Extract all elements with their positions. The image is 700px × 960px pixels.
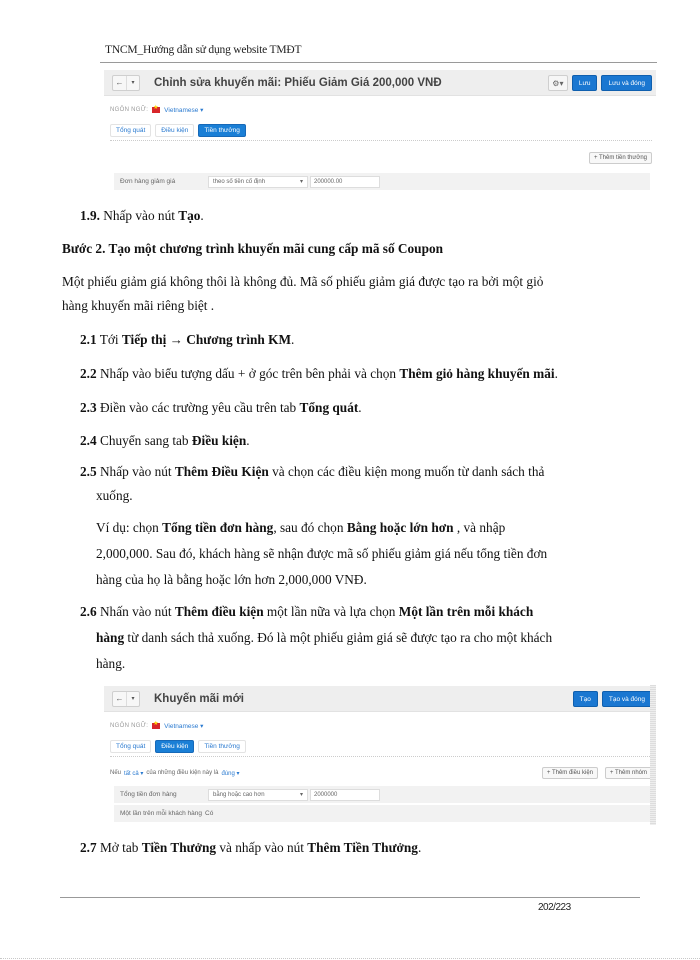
step-text: Tới xyxy=(96,332,122,347)
step-text: một lần nữa và lựa chọn xyxy=(263,604,399,619)
step-text: Mở tab xyxy=(96,840,142,855)
language-selector[interactable]: Vietnamese ▾ xyxy=(164,107,204,114)
language-label: NGÔN NGỮ: xyxy=(110,723,149,729)
chevron-down-icon: ▾ xyxy=(299,792,303,798)
step-bold: Một lần trên mỗi khách xyxy=(398,604,534,619)
tab-bonus[interactable]: Tiền thưởng xyxy=(198,740,245,753)
step-number: 2.2 xyxy=(80,366,97,381)
step-end: . xyxy=(246,433,250,448)
example-line-1 xyxy=(96,518,505,537)
step-end: . xyxy=(358,400,362,415)
chevron-down-icon[interactable]: ▾ xyxy=(131,80,135,86)
condition-label: Một lần trên mỗi khách hàng xyxy=(120,810,203,817)
toolbar-actions xyxy=(548,75,652,91)
bonus-row xyxy=(114,173,650,190)
step-bold: Tạo xyxy=(178,208,201,223)
step-end: . xyxy=(291,332,295,347)
step-bold: Thêm Điều Kiện xyxy=(174,464,269,479)
save-close-button[interactable]: Lưu và đóng xyxy=(601,75,652,91)
step-text: Chuyển sang tab xyxy=(96,433,192,448)
tabs xyxy=(104,730,656,753)
add-bonus-button[interactable]: + Thêm tiền thưởng xyxy=(589,152,652,164)
step-text: và nhấp vào nút xyxy=(216,840,308,855)
header-divider xyxy=(100,62,657,63)
page-header: TNCM_Hướng dẫn sử dụng website TMĐT xyxy=(105,44,302,56)
back-arrow-icon[interactable]: ← xyxy=(113,692,127,706)
step-bold: Tổng quát xyxy=(299,400,359,415)
toolbar-actions xyxy=(573,691,652,707)
step-1-9 xyxy=(80,206,204,225)
titlebar xyxy=(104,686,656,712)
step-text: Nhấp vào nút xyxy=(99,208,179,223)
step-text: và chọn các điều kiện mong muốn từ danh sách thả xyxy=(268,464,545,479)
tab-general[interactable]: Tổng quát xyxy=(110,740,151,753)
example-line-2: 2,000,000. Sau đó, khách hàng sẽ nhận được mã số phiếu giảm giá nếu tổng tiền đơn xyxy=(96,546,548,561)
step-text: Nhấp vào biểu tượng dấu + ở góc trên bên phải và chọn xyxy=(96,366,400,381)
page-number: 202/223 xyxy=(538,902,571,913)
screenshot-edit-promotion xyxy=(104,70,656,193)
screenshot-new-promotion xyxy=(104,686,656,824)
discount-type-select[interactable] xyxy=(208,176,308,188)
step-text: Nhấp vào nút xyxy=(96,464,175,479)
tab-divider xyxy=(110,756,652,757)
step-2-5 xyxy=(80,462,544,481)
amount-input[interactable]: 2000000 xyxy=(310,789,380,801)
example-bold: Bằng hoặc lớn hơn xyxy=(346,520,454,535)
amount-input[interactable]: 200000.00 xyxy=(310,176,380,188)
select-value: bằng hoặc cao hơn xyxy=(213,791,265,798)
all-any-selector[interactable]: tất cả ▾ xyxy=(124,771,144,777)
step-number: 2.4 xyxy=(80,433,97,448)
rule-text: của những điều kiện này là xyxy=(146,770,219,776)
step-number: 2.5 xyxy=(80,464,97,479)
select-value: theo số tiền cố định xyxy=(213,178,266,185)
step-bold: Thêm giỏ hàng khuyến mãi xyxy=(399,366,555,381)
back-arrow-icon[interactable]: ← xyxy=(113,76,127,90)
step-number: 2.6 xyxy=(80,604,97,619)
create-close-button[interactable]: Tạo và đóng xyxy=(602,691,652,707)
step-text: từ danh sách thả xuống. Đó là một phiếu giảm giá sẽ được tạo ra cho một khách xyxy=(124,630,553,645)
chevron-down-icon[interactable]: ▾ xyxy=(131,696,135,702)
step-end: . xyxy=(554,366,558,381)
vietnam-flag-icon xyxy=(152,107,160,113)
tab-conditions[interactable]: Điều kiện xyxy=(155,740,194,753)
nav-group xyxy=(112,75,140,91)
step-bold: Tiền Thưởng xyxy=(141,840,217,855)
step-end: . xyxy=(417,840,422,855)
tab-general[interactable]: Tổng quát xyxy=(110,124,151,137)
example-text: , sau đó chọn xyxy=(273,520,347,535)
step-2-2 xyxy=(80,364,558,383)
rule-text: Nếu xyxy=(110,770,122,776)
example-line-3: hàng của họ là bằng hoặc lớn hơn 2,000,000 VNĐ. xyxy=(96,572,367,587)
step-2-6-line2 xyxy=(96,628,552,647)
language-selector[interactable]: Vietnamese ▾ xyxy=(164,723,204,730)
add-condition-button[interactable]: + Thêm điều kiện xyxy=(542,767,598,779)
language-row xyxy=(104,96,656,114)
vietnam-flag-icon xyxy=(152,723,160,729)
step-bold: Điều kiện xyxy=(191,433,247,448)
step-2-heading: Bước 2. Tạo một chương trình khuyến mãi cung cấp mã số Coupon xyxy=(62,241,444,256)
example-text: Ví dụ: chọn xyxy=(96,520,163,535)
step-bold: Thêm Tiền Thưởng xyxy=(307,840,418,855)
gear-icon[interactable]: ⚙▾ xyxy=(548,75,568,91)
condition-value: Có xyxy=(205,810,214,817)
language-row xyxy=(104,712,656,730)
page-break xyxy=(0,958,700,959)
example-bold: Tổng tiền đơn hàng xyxy=(162,520,274,535)
intro-line-1: Một phiếu giảm giá không thôi là không đủ. Mã số phiếu giảm giá được tạo ra bởi một giỏ xyxy=(62,274,544,289)
true-false-selector[interactable]: đúng ▾ xyxy=(221,771,240,777)
operator-select[interactable] xyxy=(208,789,308,801)
step-2-5-line2: xuống. xyxy=(96,488,133,503)
tab-divider xyxy=(110,140,652,141)
step-bold: Tiếp thị → Chương trình KM xyxy=(121,332,292,347)
step-2-4 xyxy=(80,431,250,450)
step-2-1 xyxy=(80,330,294,349)
step-2-3 xyxy=(80,398,362,417)
step-bold: Thêm điều kiện xyxy=(174,604,264,619)
save-button[interactable]: Lưu xyxy=(572,75,598,91)
bonus-label: Đơn hàng giảm giá xyxy=(120,178,176,185)
language-label: NGÔN NGỮ: xyxy=(110,107,149,113)
create-button[interactable]: Tạo xyxy=(573,691,598,707)
step-2-6 xyxy=(80,602,533,621)
step-text: Điền vào các trường yêu cầu trên tab xyxy=(96,400,300,415)
condition-label: Tổng tiền đơn hàng xyxy=(120,791,177,798)
condition-row-once-per-customer xyxy=(114,805,650,822)
scrollbar[interactable] xyxy=(650,685,656,825)
step-number: 2.7 xyxy=(80,840,97,855)
nav-group xyxy=(112,691,140,707)
titlebar xyxy=(104,70,656,96)
tab-bonus[interactable]: Tiền thưởng xyxy=(198,124,245,137)
step-2-7 xyxy=(80,838,421,857)
step-number: 2.1 xyxy=(80,332,97,347)
page-title: Chỉnh sửa khuyến mãi: Phiếu Giảm Giá 200,000 VNĐ xyxy=(154,76,442,89)
step-text: Nhấn vào nút xyxy=(96,604,175,619)
tabs xyxy=(104,114,656,137)
condition-rule xyxy=(110,770,239,777)
step-number: 1.9. xyxy=(80,208,100,223)
intro-line-2: hàng khuyến mãi riêng biệt . xyxy=(62,298,215,313)
tab-conditions[interactable]: Điều kiện xyxy=(155,124,194,137)
example-text: , và nhập xyxy=(453,520,506,535)
condition-row-order-total xyxy=(114,786,650,803)
step-bold: hàng xyxy=(96,630,125,645)
step-end: . xyxy=(200,208,204,223)
footer-divider xyxy=(60,897,640,898)
step-number: 2.3 xyxy=(80,400,97,415)
add-group-button[interactable]: + Thêm nhóm xyxy=(605,767,652,779)
step-2-6-line3: hàng. xyxy=(96,656,126,671)
page-title: Khuyến mãi mới xyxy=(154,692,244,705)
chevron-down-icon: ▾ xyxy=(299,179,303,185)
